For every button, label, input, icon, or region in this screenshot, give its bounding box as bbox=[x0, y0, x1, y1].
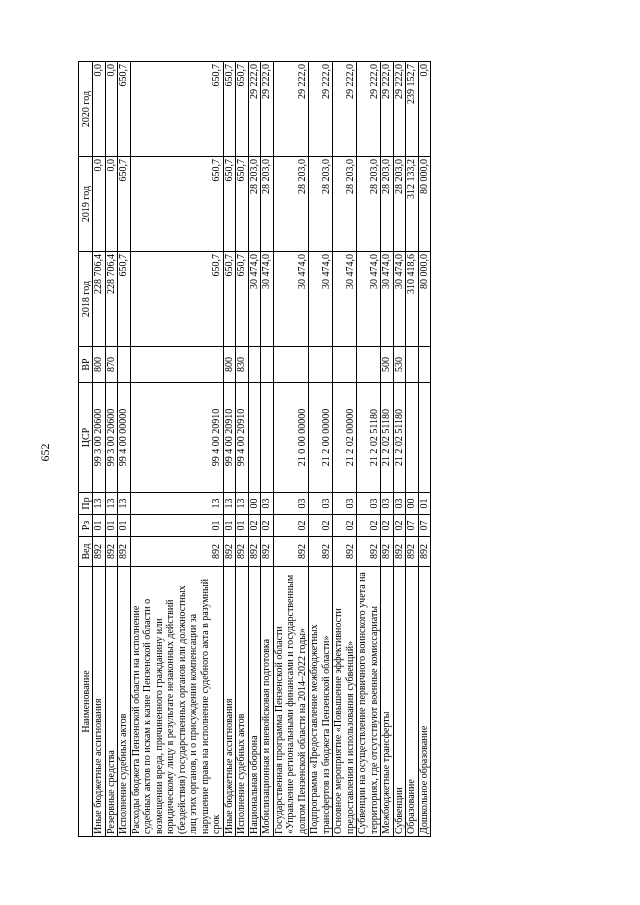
cell-2020: 29 222,0 bbox=[333, 62, 357, 157]
cell-2018: 30 474,0 bbox=[273, 252, 309, 347]
table-row bbox=[223, 62, 236, 837]
cell-2018: 650,7 bbox=[130, 252, 223, 347]
cell-name: Резервные средства bbox=[105, 567, 118, 837]
cell-csr: 99 4 00 20910 bbox=[223, 383, 236, 493]
cell-vr bbox=[273, 347, 309, 383]
cell-csr bbox=[261, 383, 274, 493]
cell-2019: 650,7 bbox=[118, 157, 131, 252]
cell-2020: 29 222,0 bbox=[261, 62, 274, 157]
cell-name: Государственная программа Пензенской области «Управление региональными финансами и государственным долгом Пензенской области на 2014–2022 годы» bbox=[273, 567, 309, 837]
header-rz: Рз bbox=[79, 515, 93, 537]
cell-2018: 30 474,0 bbox=[309, 252, 333, 347]
cell-pr: 03 bbox=[381, 493, 394, 515]
header-2020: 2020 год bbox=[79, 62, 93, 157]
cell-2020: 0,0 bbox=[418, 62, 431, 157]
table-row bbox=[381, 62, 394, 837]
cell-pr: 13 bbox=[93, 493, 106, 515]
cell-rz: 02 bbox=[248, 515, 261, 537]
cell-vr bbox=[118, 347, 131, 383]
cell-vr bbox=[357, 347, 381, 383]
cell-2019: 0,0 bbox=[93, 157, 106, 252]
cell-2019: 312 133,2 bbox=[406, 157, 419, 252]
cell-2020: 0,0 bbox=[105, 62, 118, 157]
cell-2018: 650,7 bbox=[236, 252, 249, 347]
cell-ved: 892 bbox=[118, 537, 131, 567]
cell-vr bbox=[130, 347, 223, 383]
cell-2020: 29 222,0 bbox=[393, 62, 406, 157]
cell-vr bbox=[248, 347, 261, 383]
cell-ved: 892 bbox=[309, 537, 333, 567]
cell-pr: 03 bbox=[309, 493, 333, 515]
cell-2018: 228 706,4 bbox=[105, 252, 118, 347]
cell-2019: 650,7 bbox=[130, 157, 223, 252]
cell-vr: 830 bbox=[236, 347, 249, 383]
header-pr: Пр bbox=[79, 493, 93, 515]
cell-pr: 13 bbox=[105, 493, 118, 515]
cell-ved: 892 bbox=[357, 537, 381, 567]
cell-pr: 13 bbox=[130, 493, 223, 515]
cell-rz: 07 bbox=[406, 515, 419, 537]
header-2018: 2018 год bbox=[79, 252, 93, 347]
cell-name: Исполнение судебных актов bbox=[118, 567, 131, 837]
cell-2019: 28 203,0 bbox=[248, 157, 261, 252]
cell-name: Подпрограмма «Предоставление межбюджетных трансфертов из бюджета Пензенской области» bbox=[309, 567, 333, 837]
page-number: 652 bbox=[38, 443, 52, 462]
cell-ved: 892 bbox=[418, 537, 431, 567]
cell-vr bbox=[418, 347, 431, 383]
cell-ved: 892 bbox=[105, 537, 118, 567]
cell-csr: 21 2 00 00000 bbox=[309, 383, 333, 493]
table-row bbox=[273, 62, 309, 837]
cell-name: Основное мероприятие «Повышение эффективности предоставления и использования субвенций» bbox=[333, 567, 357, 837]
cell-rz: 01 bbox=[93, 515, 106, 537]
cell-ved: 892 bbox=[93, 537, 106, 567]
cell-2019: 80 000,0 bbox=[418, 157, 431, 252]
cell-2018: 30 474,0 bbox=[381, 252, 394, 347]
cell-csr: 99 4 00 20910 bbox=[130, 383, 223, 493]
cell-ved: 892 bbox=[236, 537, 249, 567]
cell-name: Межбюджетные трансферты bbox=[381, 567, 394, 837]
rotated-table-container bbox=[78, 62, 431, 837]
table-row bbox=[118, 62, 131, 837]
cell-2018: 310 418,6 bbox=[406, 252, 419, 347]
cell-name: Субвенции bbox=[393, 567, 406, 837]
table-header-row bbox=[79, 62, 93, 837]
table-row bbox=[309, 62, 333, 837]
table-row bbox=[93, 62, 106, 837]
cell-2020: 239 152,7 bbox=[406, 62, 419, 157]
cell-ved: 892 bbox=[130, 537, 223, 567]
cell-2020: 29 222,0 bbox=[381, 62, 394, 157]
cell-2018: 30 474,0 bbox=[393, 252, 406, 347]
cell-ved: 892 bbox=[261, 537, 274, 567]
cell-pr: 00 bbox=[248, 493, 261, 515]
cell-2019: 650,7 bbox=[223, 157, 236, 252]
cell-name: Дошкольное образование bbox=[418, 567, 431, 837]
cell-csr bbox=[248, 383, 261, 493]
cell-name: Иные бюджетные ассигнования bbox=[223, 567, 236, 837]
cell-csr bbox=[418, 383, 431, 493]
cell-vr bbox=[309, 347, 333, 383]
cell-rz: 02 bbox=[273, 515, 309, 537]
cell-2020: 650,7 bbox=[130, 62, 223, 157]
cell-rz: 01 bbox=[236, 515, 249, 537]
cell-vr: 800 bbox=[223, 347, 236, 383]
cell-vr: 500 bbox=[381, 347, 394, 383]
cell-2019: 28 203,0 bbox=[273, 157, 309, 252]
cell-rz: 01 bbox=[130, 515, 223, 537]
table-row bbox=[393, 62, 406, 837]
cell-2020: 650,7 bbox=[236, 62, 249, 157]
cell-csr: 99 3 00 20600 bbox=[105, 383, 118, 493]
cell-pr: 00 bbox=[406, 493, 419, 515]
cell-name: Субвенции на осуществление первичного воинского учета на территориях, где отсутствуют военные комиссариаты bbox=[357, 567, 381, 837]
cell-2018: 228 706,4 bbox=[93, 252, 106, 347]
cell-rz: 02 bbox=[357, 515, 381, 537]
cell-ved: 892 bbox=[223, 537, 236, 567]
cell-2019: 28 203,0 bbox=[309, 157, 333, 252]
cell-pr: 03 bbox=[261, 493, 274, 515]
cell-vr bbox=[333, 347, 357, 383]
cell-2018: 30 474,0 bbox=[333, 252, 357, 347]
header-2019: 2019 год bbox=[79, 157, 93, 252]
cell-2020: 650,7 bbox=[118, 62, 131, 157]
cell-2019: 0,0 bbox=[105, 157, 118, 252]
cell-2020: 29 222,0 bbox=[273, 62, 309, 157]
table-row bbox=[261, 62, 274, 837]
cell-name: Иные бюджетные ассигнования bbox=[93, 567, 106, 837]
cell-pr: 13 bbox=[118, 493, 131, 515]
cell-2019: 28 203,0 bbox=[333, 157, 357, 252]
cell-2019: 28 203,0 bbox=[357, 157, 381, 252]
cell-pr: 03 bbox=[393, 493, 406, 515]
cell-name: Мобилизационная и вневойсковая подготовка bbox=[261, 567, 274, 837]
cell-2020: 650,7 bbox=[223, 62, 236, 157]
cell-2018: 30 474,0 bbox=[357, 252, 381, 347]
cell-rz: 02 bbox=[309, 515, 333, 537]
cell-pr: 03 bbox=[357, 493, 381, 515]
cell-vr: 870 bbox=[105, 347, 118, 383]
cell-csr: 99 3 00 20600 bbox=[93, 383, 106, 493]
cell-csr: 99 4 00 20910 bbox=[236, 383, 249, 493]
cell-rz: 01 bbox=[105, 515, 118, 537]
cell-ved: 892 bbox=[333, 537, 357, 567]
cell-ved: 892 bbox=[381, 537, 394, 567]
cell-vr: 800 bbox=[93, 347, 106, 383]
table-row bbox=[105, 62, 118, 837]
cell-pr: 03 bbox=[273, 493, 309, 515]
cell-csr: 21 2 02 51180 bbox=[357, 383, 381, 493]
cell-ved: 892 bbox=[248, 537, 261, 567]
table-row bbox=[357, 62, 381, 837]
cell-2020: 29 222,0 bbox=[248, 62, 261, 157]
cell-2019: 28 203,0 bbox=[381, 157, 394, 252]
cell-2018: 30 474,0 bbox=[261, 252, 274, 347]
cell-csr: 21 2 02 51180 bbox=[393, 383, 406, 493]
cell-2019: 28 203,0 bbox=[393, 157, 406, 252]
cell-csr: 21 2 02 00000 bbox=[333, 383, 357, 493]
cell-rz: 07 bbox=[418, 515, 431, 537]
header-name: Наименование bbox=[79, 567, 93, 837]
cell-csr: 21 2 02 51180 bbox=[381, 383, 394, 493]
cell-pr: 13 bbox=[236, 493, 249, 515]
cell-2019: 28 203,0 bbox=[261, 157, 274, 252]
cell-2019: 650,7 bbox=[236, 157, 249, 252]
table-row bbox=[236, 62, 249, 837]
cell-csr: 99 4 00 00000 bbox=[118, 383, 131, 493]
cell-rz: 01 bbox=[223, 515, 236, 537]
cell-vr bbox=[406, 347, 419, 383]
cell-ved: 892 bbox=[406, 537, 419, 567]
cell-ved: 892 bbox=[393, 537, 406, 567]
cell-pr: 13 bbox=[223, 493, 236, 515]
budget-table bbox=[78, 61, 431, 837]
cell-name: Исполнение судебных актов bbox=[236, 567, 249, 837]
cell-vr bbox=[261, 347, 274, 383]
cell-rz: 01 bbox=[118, 515, 131, 537]
table-row bbox=[333, 62, 357, 837]
cell-ved: 892 bbox=[273, 537, 309, 567]
header-vr: ВР bbox=[79, 347, 93, 383]
cell-pr: 01 bbox=[418, 493, 431, 515]
cell-rz: 02 bbox=[393, 515, 406, 537]
table-row bbox=[406, 62, 419, 837]
cell-name: Образование bbox=[406, 567, 419, 837]
cell-2020: 29 222,0 bbox=[309, 62, 333, 157]
cell-rz: 02 bbox=[333, 515, 357, 537]
table-row bbox=[418, 62, 431, 837]
cell-rz: 02 bbox=[381, 515, 394, 537]
cell-2018: 650,7 bbox=[118, 252, 131, 347]
cell-name: Национальная оборона bbox=[248, 567, 261, 837]
header-csr: ЦСР bbox=[79, 383, 93, 493]
cell-2018: 30 474,0 bbox=[248, 252, 261, 347]
table-row bbox=[130, 62, 223, 837]
cell-pr: 03 bbox=[333, 493, 357, 515]
header-ved: Вед bbox=[79, 537, 93, 567]
cell-2018: 650,7 bbox=[223, 252, 236, 347]
cell-2018: 80 000,0 bbox=[418, 252, 431, 347]
cell-2020: 29 222,0 bbox=[357, 62, 381, 157]
cell-name: Расходы бюджета Пензенской области на исполнение судебных актов по искам к казне Пензенской области о возмещении вреда, причиненного гражданину или юридическому лицу в результате незаконных действий (бездействия) государственных органов или должностных лиц этих органов, и о присуждении компенсации за нарушение права на исполнение судебного акта в разумный срок bbox=[130, 567, 223, 837]
cell-rz: 02 bbox=[261, 515, 274, 537]
cell-2020: 0,0 bbox=[93, 62, 106, 157]
cell-csr: 21 0 00 00000 bbox=[273, 383, 309, 493]
table-row bbox=[248, 62, 261, 837]
cell-csr bbox=[406, 383, 419, 493]
cell-vr: 530 bbox=[393, 347, 406, 383]
